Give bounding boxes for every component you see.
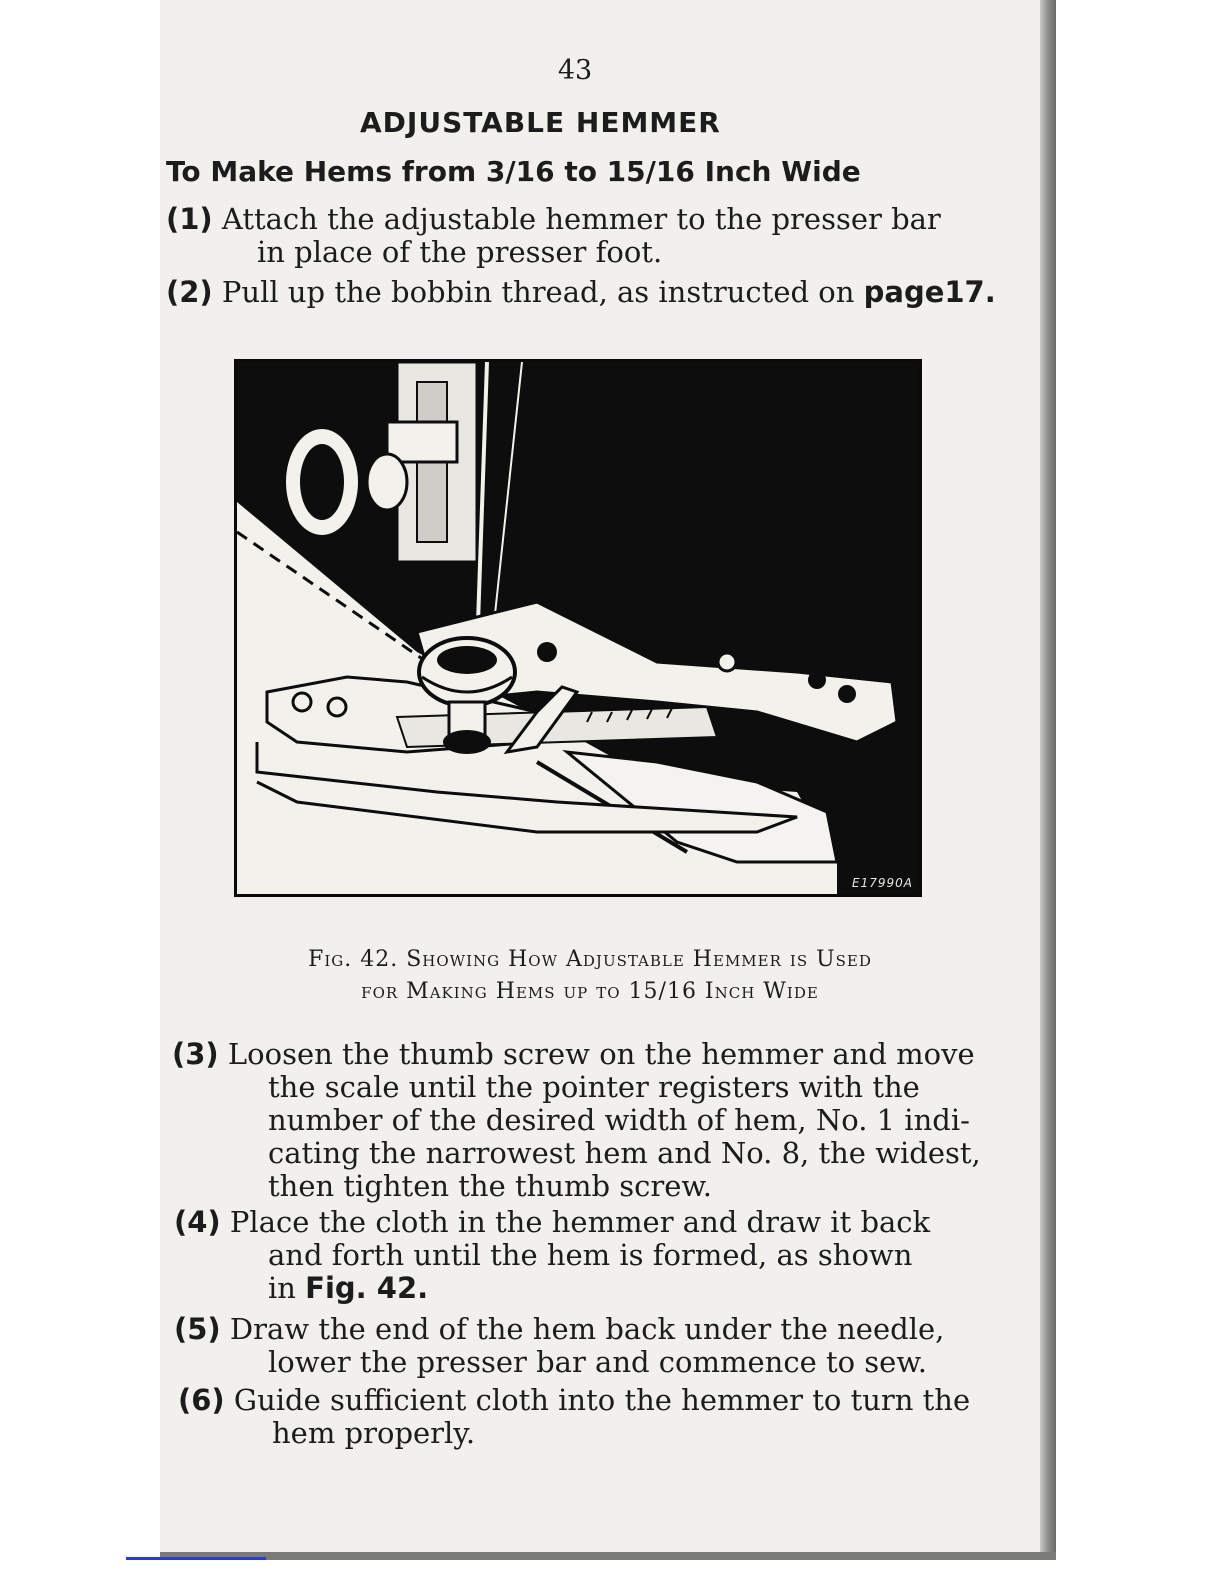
step-text-cont: hem properly. bbox=[272, 1416, 476, 1450]
step-1 bbox=[166, 203, 941, 269]
step-text-cont: and forth until the hem is formed, as shown bbox=[268, 1238, 913, 1272]
step-text-cont: in place of the presser foot. bbox=[257, 235, 663, 269]
step-text-cont: the scale until the pointer registers with the bbox=[268, 1070, 920, 1104]
page-number: 43 bbox=[557, 55, 593, 86]
step-6 bbox=[178, 1384, 970, 1450]
caption-line-1: Fig. 42. Showing How Adjustable Hemmer is Used bbox=[308, 947, 872, 972]
step-text-cont: lower the presser bar and commence to sew. bbox=[268, 1345, 927, 1379]
figure-code: E17990A bbox=[852, 876, 913, 890]
figure-reference: Fig. 42. bbox=[305, 1271, 429, 1305]
step-3 bbox=[172, 1038, 981, 1203]
step-text: Draw the end of the hem back under the needle, bbox=[229, 1312, 945, 1346]
scan-mark bbox=[126, 1557, 266, 1560]
step-number: (5) bbox=[174, 1312, 221, 1346]
hemmer-illustration bbox=[237, 362, 919, 894]
step-text-prefix: in bbox=[268, 1271, 296, 1305]
step-text: Loosen the thumb screw on the hemmer and move bbox=[227, 1037, 975, 1071]
step-text-cont bbox=[174, 1272, 930, 1305]
figure-caption bbox=[240, 944, 940, 1008]
page-bottom-edge bbox=[160, 1552, 1056, 1560]
step-number: (3) bbox=[172, 1037, 219, 1071]
figure-42-illustration bbox=[234, 359, 922, 897]
step-text: Guide sufficient cloth into the hemmer to turn the bbox=[233, 1383, 971, 1417]
page-edge-shadow bbox=[1040, 0, 1056, 1560]
caption-line-2: for Making Hems up to 15/16 Inch Wide bbox=[361, 979, 819, 1004]
page-reference: page17. bbox=[863, 275, 996, 309]
step-4 bbox=[174, 1206, 930, 1305]
section-title: ADJUSTABLE HEMMER bbox=[360, 106, 721, 139]
step-text: Pull up the bobbin thread, as instructed on bbox=[221, 275, 855, 309]
step-number: (1) bbox=[166, 202, 213, 236]
step-2 bbox=[166, 276, 996, 309]
step-text: Place the cloth in the hemmer and draw it back bbox=[229, 1205, 931, 1239]
subtitle: To Make Hems from 3/16 to 15/16 Inch Wide bbox=[166, 155, 861, 188]
step-text-cont: then tighten the thumb screw. bbox=[268, 1169, 713, 1203]
step-text-cont: number of the desired width of hem, No. 1 indi- bbox=[268, 1103, 970, 1137]
step-number: (6) bbox=[178, 1383, 225, 1417]
step-5 bbox=[174, 1313, 944, 1379]
step-number: (2) bbox=[166, 275, 213, 309]
step-number: (4) bbox=[174, 1205, 221, 1239]
step-text-cont: cating the narrowest hem and No. 8, the widest, bbox=[268, 1136, 981, 1170]
step-text: Attach the adjustable hemmer to the presser bar bbox=[221, 202, 941, 236]
